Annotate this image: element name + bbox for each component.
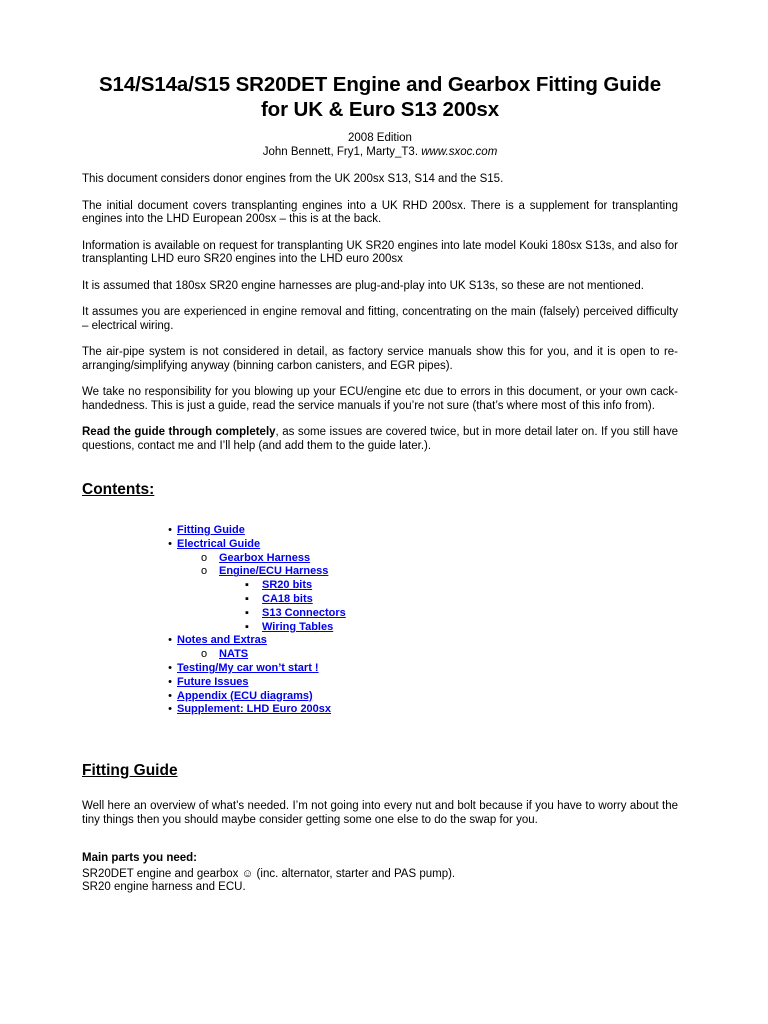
bullet-marker: • [168,675,172,688]
document-title [82,72,678,122]
toc-item [177,607,346,621]
edition-label: 2008 Edition [348,132,412,144]
toc-link[interactable]: Supplement: LHD Euro 200sx [177,703,332,716]
toc-item [168,689,346,704]
read-guide-paragraph [82,426,678,453]
bullet-marker: • [168,689,172,702]
toc-item [168,537,346,552]
bullet-marker: • [168,537,172,550]
intro-section [82,173,678,453]
toc-link[interactable]: NATS [219,648,249,661]
main-parts-line: SR20 engine harness and ECU. [82,881,246,893]
paragraph: It is assumed that 180sx SR20 engine harnesses are plug-and-play into UK S13s, so these are not mentioned. [82,279,644,292]
bullet-marker: ▪ [245,606,249,619]
document-meta [82,132,678,159]
toc-link[interactable]: SR20 bits [262,579,313,592]
toc-link[interactable]: Fitting Guide [177,524,245,536]
bullet-marker: • [168,524,172,536]
toc-link[interactable]: Engine/ECU Harness [219,565,329,578]
bullet-marker: o [200,551,208,564]
fitting-intro-paragraph: Well here an overview of what’s needed. I’m not going into every nut and bolt because if you have to worry about the tiny things then you should maybe consider getting some one else to do the swap for you. [82,800,678,826]
authors-line [82,146,678,160]
paragraph: The initial document covers transplanting engines into a UK RHD 200sx. There is a supplement for transplanting engines into the LHD European 200sx – this is at the back. [82,199,678,225]
toc-link[interactable]: Gearbox Harness [219,551,311,564]
toc-item [168,634,346,648]
toc-item [177,593,346,607]
toc-link[interactable]: Notes and Extras [177,634,267,647]
paragraph: Information is available on request for transplanting UK SR20 engines into late model Kouki 180sx S13s, and also for transplanting LHD euro SR20 engines into the LHD euro 200sx [82,239,678,265]
paragraph: It assumes you are experienced in engine removal and fitting, concentrating on the main (falsely) perceived difficulty – electrical wiring. [82,306,678,332]
toc-item [168,524,346,538]
toc-item [168,675,346,690]
main-parts-line: SR20DET engine and gearbox ☺ (inc. alternator, starter and PAS pump). [82,867,456,880]
toc-item [177,621,346,635]
bullet-marker: o [200,648,208,661]
read-guide-emphasis: Read the guide through completely [82,426,276,438]
paragraph: The air-pipe system is not considered in detail, as factory service manuals show this for you, and it is open to re-arranging/simplifying anyway (binning carbon canisters, and EGR pipes). [82,346,678,372]
title-line-1: S14/S14a/S15 SR20DET Engine and Gearbox Fitting Guide [98,73,662,96]
toc-item [177,565,346,579]
toc-link[interactable]: Future Issues [177,675,249,688]
toc-link[interactable]: Electrical Guide [177,537,261,550]
contents-heading: Contents: [82,481,155,498]
bullet-marker: • [168,703,172,716]
authors: John Bennett, Fry1, Marty_T3. [262,145,419,158]
toc-item [168,661,346,676]
toc-link[interactable]: S13 Connectors [262,606,346,619]
toc-item [177,579,346,593]
toc-link[interactable]: Testing/My car won’t start ! [177,661,319,674]
fitting-section [82,762,678,895]
bullet-marker: o [200,565,208,578]
toc-link[interactable]: Appendix (ECU diagrams) [177,689,313,702]
title-line-2: for UK & Euro S13 200sx [260,98,500,121]
bullet-marker: ▪ [245,592,249,605]
toc-item [177,648,346,662]
fitting-guide-heading: Fitting Guide [82,762,178,779]
bullet-marker: ▪ [245,579,249,592]
paragraph: This document considers donor engines from the UK 200sx S13, S14 and the S15. [82,173,504,185]
bullet-marker: ▪ [245,620,249,633]
document-page [82,0,678,893]
bullet-marker: • [168,634,172,647]
toc-link[interactable]: Wiring Tables [262,620,334,633]
toc-link[interactable]: CA18 bits [262,592,313,605]
table-of-contents [168,524,346,717]
website-text: www.sxoc.com [421,145,498,158]
main-parts-heading: Main parts you need: [82,852,198,864]
bullet-marker: • [168,661,172,674]
toc-item [177,552,346,566]
read-guide-text: , as some issues are covered twice, but in more detail later on. If you still have questions, contact me and I’ll help (and add them to the guide later.). [82,426,678,452]
toc-item [168,703,346,717]
paragraph: We take no responsibility for you blowing up your ECU/engine etc due to errors in this document, or your own cack-handedness. This is just a guide, read the service manuals if you’re not sure (that’s where most of this info from). [82,386,678,412]
